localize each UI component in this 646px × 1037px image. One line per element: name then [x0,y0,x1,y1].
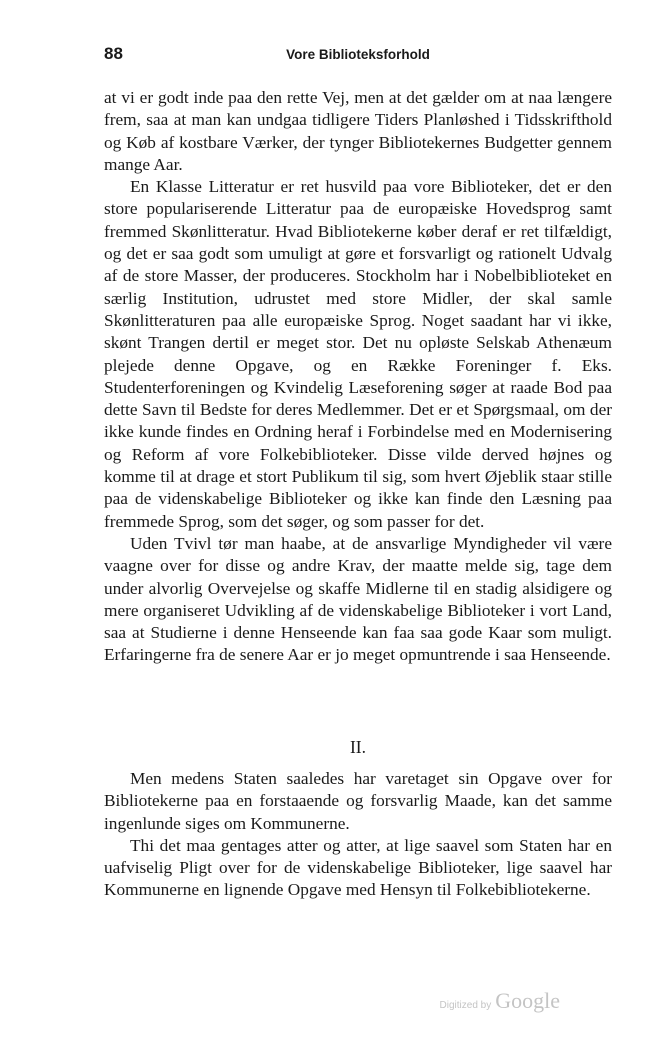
paragraph: Thi det maa gentages atter og atter, at lige saavel som Staten har en uafviselig Pligt over for de videnskabelige Biblioteker, lige saavel har Kommunerne en lignende Opgave med Hensyn til Folkebibliotekerne. [104,835,612,900]
section-heading: II. [349,737,367,757]
paragraph: Uden Tvivl tør man haabe, at de ansvarlige Myndigheder vil være vaagne over for disse og andre Krav, der maatte melde sig, tage dem under alvorlig Overvejelse og skaffe Midlerne til en stadig alsidigere og mere organiseret Udvikling af de videnskabelige Biblioteker i vort Land, saa at Studierne i denne Henseende kan faa saa gode Kaar som muligt. Erfaringerne fra de senere Aar er jo meget opmuntrende i saa Henseende. [104,533,612,665]
page-number: 88 [104,44,123,63]
paragraph: En Klasse Litteratur er ret husvild paa vore Biblioteker, det er den store populariserende Litteratur paa de europæiske Hovedsprog samt fremmed Skønlitteratur. Hvad Bibliotekerne køber deraf er ret tilfældigt, og det er saa godt som umuligt at gøre et forsvarligt og rationelt Udvalg af de store Masser, der produceres. Stockholm har i Nobelbiblioteket en særlig Institution, udrustet med store Midler, der skal samle Skønlitteraturen paa alle europæiske Sprog. Noget saadant har vi ikke, skønt Trangen dertil er meget stor. Det nu opløste Selskab Athenæum plejede denne Opgave, og en Række Foreninger f. Eks. Studenterforeningen og Kvindelig Læseforening søger at raade Bod paa dette Savn til Bedste for deres Medlemmer. Det er et Spørgsmaal, om der ikke kunde findes en Ordning heraf i Forbindelse med en Modernisering og Reform af vore Folkebiblioteker. Disse vilde derved højnes og komme til at drage et stort Publikum til sig, som hvert Øjeblik staar stille paa de videnskabelige Biblioteker og ikke kan finde den Læsning paa fremmede Sprog, som det søger, og som passer for det. [104,177,612,531]
digitized-watermark [440,988,560,1014]
paragraph: at vi er godt inde paa den rette Vej, men at det gælder om at naa længere frem, saa at man kan undgaa tidligere Tiders Planløshed i Tidsskrifthold og Køb af kostbare Værker, der tynger Bibliotekernes Budgetter gennem mange Aar. [104,88,612,174]
running-title: Vore Biblioteksforhold [286,47,430,62]
section-2-text [104,768,612,902]
section-1-text [104,87,612,667]
google-logo: Google [495,988,560,1013]
paragraph: Men medens Staten saaledes har varetaget sin Opgave over for Bibliotekerne paa en forstaaende og forsvarlig Maade, kan det samme ingenlunde siges om Kommunerne. [104,769,612,833]
watermark-prefix: Digitized by [439,1000,492,1011]
page-header [104,44,612,68]
